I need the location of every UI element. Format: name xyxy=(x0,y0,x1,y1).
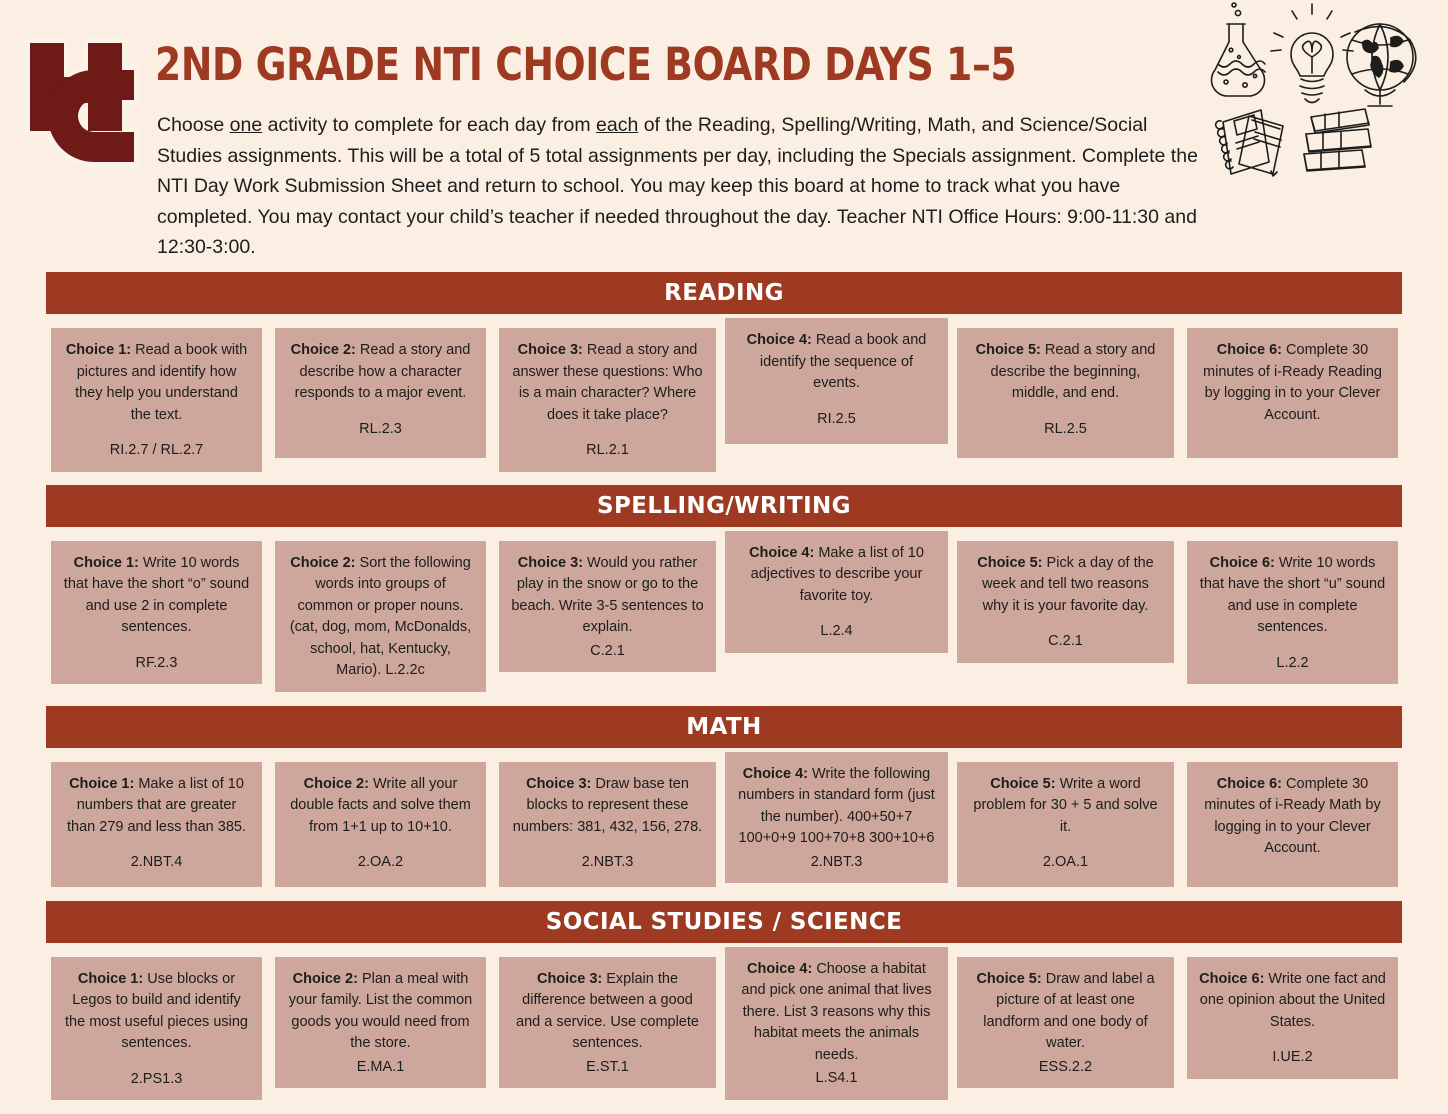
choice-description: Draw and label a picture of at least one landform and one body of water. xyxy=(983,971,1154,1052)
standard-code: RF.2.3 xyxy=(63,653,250,675)
choice-card[interactable] xyxy=(51,541,262,685)
choice-label: Choice 4: xyxy=(743,766,808,782)
choice-card[interactable] xyxy=(499,957,716,1089)
choice-description: Write one fact and one opinion about the United States. xyxy=(1200,971,1386,1030)
standard-code: RL.2.5 xyxy=(969,419,1162,441)
choice-label: Choice 2: xyxy=(290,555,355,571)
choice-card[interactable] xyxy=(499,762,716,887)
choice-card[interactable] xyxy=(1187,541,1398,685)
page-header xyxy=(0,0,1448,272)
standard-code: 2.NBT.3 xyxy=(511,852,704,874)
choice-card[interactable] xyxy=(957,762,1174,887)
choice-description: Use blocks or Legos to build and identify the most useful pieces using sentences. xyxy=(65,971,248,1052)
section-title: READING xyxy=(664,280,784,306)
standard-code: 2.NBT.4 xyxy=(63,852,250,874)
choice-label: Choice 5: xyxy=(976,342,1041,358)
choice-card[interactable] xyxy=(725,531,948,653)
choice-description: Choose a habitat and pick one animal that lives there. List 3 reasons why this habitat meets the animals needs. xyxy=(741,961,931,1063)
lightbulb-icon xyxy=(1271,4,1353,103)
intro-paragraph xyxy=(157,110,1212,263)
choice-card-row xyxy=(46,314,1402,485)
choice-description: Read a book and identify the sequence of events. xyxy=(760,332,926,391)
choice-description: Write a word problem for 30 + 5 and solve it. xyxy=(973,776,1157,835)
choice-description: Draw base ten blocks to represent these numbers: 381, 432, 156, 278. xyxy=(513,776,702,835)
choice-label: Choice 3: xyxy=(518,342,583,358)
standard-code: L.2.2 xyxy=(1199,653,1386,675)
standard-code: E.ST.1 xyxy=(511,1057,704,1079)
books-icon xyxy=(1304,109,1371,171)
choice-card[interactable] xyxy=(51,957,262,1101)
standard-code: 2.OA.2 xyxy=(287,852,474,874)
choice-label: Choice 6: xyxy=(1210,555,1275,571)
choice-card[interactable] xyxy=(499,541,716,673)
choice-description: Complete 30 minutes of i-Ready Math by logging in to your Clever Account. xyxy=(1204,776,1381,857)
intro-text: of the Reading, Spelling/Writing, Math, and Science/Social Studies assignments. This will be a total of 5 total assignments per day, including the Specials assignment. Complete the NTI Day Work Submission Sheet and return to school. You may keep this board at home to track what you have completed. You may contact your child’s teacher if needed throughout the day. Teacher NTI Office Hours: 9:00-11:30 and 12:30-3:00. xyxy=(157,114,1198,258)
choice-card[interactable] xyxy=(1187,762,1398,887)
page-title: 2ND GRADE NTI CHOICE BOARD DAYS 1–5 xyxy=(155,38,1016,91)
choice-description: Pick a day of the week and tell two reasons why it is your favorite day. xyxy=(982,555,1154,614)
choice-label: Choice 5: xyxy=(990,776,1055,792)
choice-description: Read a story and answer these questions: Who is a main character? Where does it take place? xyxy=(512,342,702,423)
choice-card[interactable] xyxy=(275,328,486,458)
section-spelling-writing xyxy=(0,485,1448,706)
intro-text: activity to complete for each day from xyxy=(262,114,596,136)
choice-card[interactable] xyxy=(1187,957,1398,1079)
choice-card-row xyxy=(46,527,1402,706)
choice-label: Choice 4: xyxy=(747,332,812,348)
choice-description: Make a list of 10 numbers that are greater than 279 and less than 385. xyxy=(67,776,246,835)
standard-code: 2.PS1.3 xyxy=(63,1069,250,1091)
section-title: SPELLING/WRITING xyxy=(597,493,851,519)
choice-label: Choice 5: xyxy=(977,555,1042,571)
section-header-bar xyxy=(46,901,1402,943)
standard-code: RL.2.1 xyxy=(511,440,704,462)
choice-label: Choice 1: xyxy=(74,555,139,571)
intro-emphasis: each xyxy=(596,114,638,136)
choice-card[interactable] xyxy=(51,328,262,472)
choice-card[interactable] xyxy=(275,541,486,692)
choice-description: Plan a meal with your family. List the common goods you would need from the store. xyxy=(289,971,472,1052)
choice-label: Choice 1: xyxy=(66,342,131,358)
doodle-illustrations xyxy=(1205,2,1440,182)
intro-emphasis: one xyxy=(230,114,263,136)
choice-card[interactable] xyxy=(1187,328,1398,458)
standard-code: I.UE.2 xyxy=(1199,1047,1386,1069)
choice-card[interactable] xyxy=(275,762,486,887)
standard-code: 2.NBT.3 xyxy=(737,852,936,874)
choice-description: Make a list of 10 adjectives to describe your favorite toy. xyxy=(751,545,924,604)
choice-description: Explain the difference between a good and a service. Use complete sentences. xyxy=(516,971,699,1052)
choice-card-row xyxy=(46,748,1402,901)
school-logo xyxy=(22,24,144,182)
choice-label: Choice 1: xyxy=(78,971,143,987)
section-header-bar xyxy=(46,485,1402,527)
standard-code: E.MA.1 xyxy=(287,1057,474,1079)
choice-description: Complete 30 minutes of i-Ready Reading by logging in to your Clever Account. xyxy=(1203,342,1382,423)
standard-code: RI.2.5 xyxy=(737,409,936,431)
choice-card-row xyxy=(46,943,1402,1114)
choice-card[interactable] xyxy=(957,328,1174,458)
choice-description: Sort the following words into groups of common or proper nouns. (cat, dog, mom, McDonalds, school, hat, Kentucky, Mario). L.2.2c xyxy=(290,555,471,679)
choice-description: Write the following numbers in standard form (just the number). 400+50+7 100+0+9 100+70+8 300+10+6 xyxy=(738,766,935,847)
notebook-icon xyxy=(1216,110,1283,176)
choice-label: Choice 3: xyxy=(537,971,602,987)
choice-card[interactable] xyxy=(957,541,1174,663)
section-header-bar xyxy=(46,272,1402,314)
choice-label: Choice 6: xyxy=(1217,342,1282,358)
choice-description: Read a book with pictures and identify how they help you understand the text. xyxy=(75,342,247,423)
choice-card[interactable] xyxy=(275,957,486,1089)
section-title: MATH xyxy=(686,714,761,740)
globe-icon xyxy=(1347,24,1416,106)
section-social-studies-science xyxy=(0,901,1448,1114)
choice-description: Write all your double facts and solve them from 1+1 up to 10+10. xyxy=(290,776,471,835)
choice-description: Write 10 words that have the short “o” sound and use 2 in complete sentences. xyxy=(64,555,249,636)
choice-description: Read a story and describe how a character responds to a major event. xyxy=(295,342,471,401)
standard-code: L.S4.1 xyxy=(737,1068,936,1090)
intro-text: Choose xyxy=(157,114,230,136)
choice-label: Choice 3: xyxy=(526,776,591,792)
choice-label: Choice 2: xyxy=(304,776,369,792)
standard-code: L.2.4 xyxy=(737,621,936,643)
standard-code: C.2.1 xyxy=(511,641,704,663)
standard-code: RI.2.7 / RL.2.7 xyxy=(63,440,250,462)
standard-code: C.2.1 xyxy=(969,631,1162,653)
choice-label: Choice 4: xyxy=(749,545,814,561)
section-header-bar xyxy=(46,706,1402,748)
choice-label: Choice 5: xyxy=(976,971,1041,987)
choice-card[interactable] xyxy=(725,947,948,1100)
standard-code: ESS.2.2 xyxy=(969,1057,1162,1079)
choice-label: Choice 4: xyxy=(747,961,812,977)
choice-label: Choice 2: xyxy=(293,971,358,987)
choice-card[interactable] xyxy=(957,957,1174,1089)
section-title: SOCIAL STUDIES / SCIENCE xyxy=(546,909,902,935)
section-reading xyxy=(0,272,1448,485)
choice-board xyxy=(0,272,1448,1114)
choice-description: Write 10 words that have the short “u” sound and use in complete sentences. xyxy=(1200,555,1385,636)
choice-label: Choice 2: xyxy=(291,342,356,358)
flask-icon xyxy=(1211,3,1265,96)
standard-code: 2.OA.1 xyxy=(969,852,1162,874)
choice-description: Would you rather play in the snow or go to the beach. Write 3-5 sentences to explain. xyxy=(511,555,703,636)
choice-card[interactable] xyxy=(725,752,948,884)
section-math xyxy=(0,706,1448,901)
choice-label: Choice 1: xyxy=(69,776,134,792)
choice-label: Choice 6: xyxy=(1217,776,1282,792)
standard-code: RL.2.3 xyxy=(287,419,474,441)
choice-card[interactable] xyxy=(51,762,262,887)
choice-card[interactable] xyxy=(725,318,948,444)
choice-description: Read a story and describe the beginning, middle, and end. xyxy=(991,342,1156,401)
choice-label: Choice 3: xyxy=(518,555,583,571)
choice-card[interactable] xyxy=(499,328,716,472)
choice-label: Choice 6: xyxy=(1199,971,1264,987)
